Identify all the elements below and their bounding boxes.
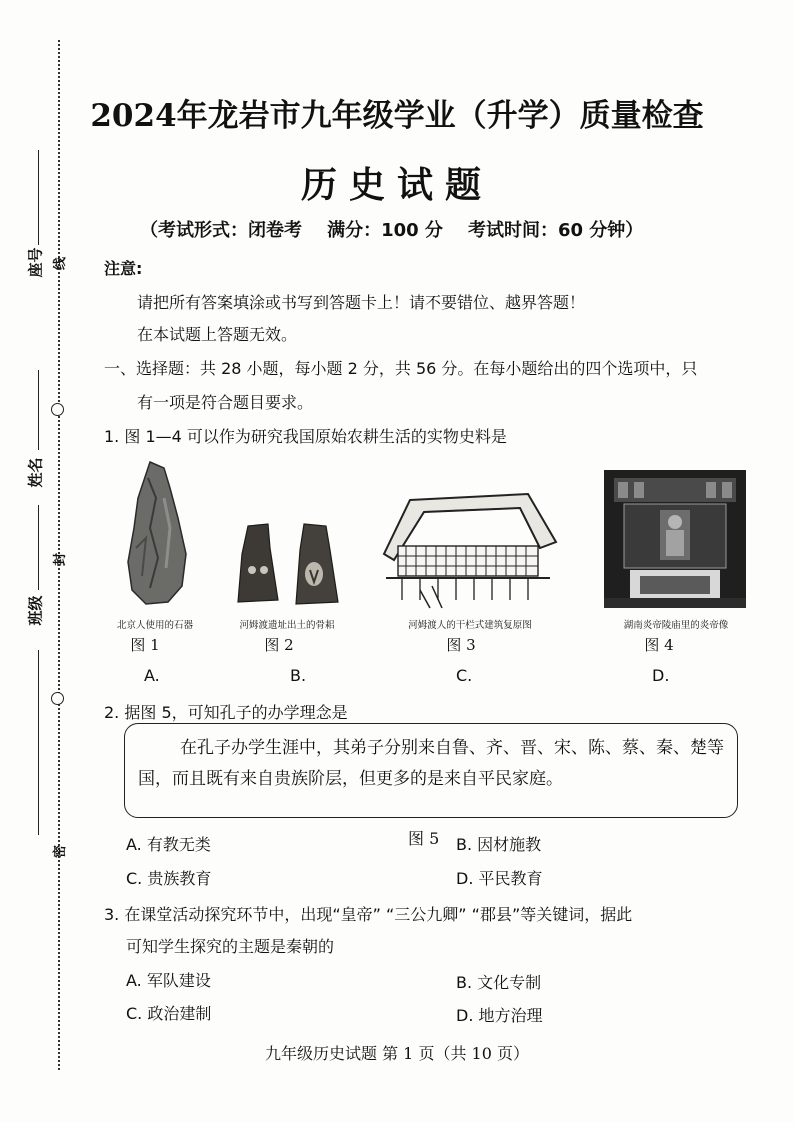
q1-option-a[interactable]: A. <box>144 666 160 685</box>
fig4-label: 图 4 <box>644 636 674 654</box>
fig1-label: 图 1 <box>130 636 160 654</box>
fig4-caption: 湖南炎帝陵庙里的炎帝像 <box>623 620 729 631</box>
binding-circle-top <box>51 403 64 416</box>
q2-quote-text: 在孔子办学生涯中，其弟子分别来自鲁、齐、晋、宋、陈、蔡、秦、楚等国，而且既有来自贵族阶层，但更多的是来自平民家庭。 <box>138 738 724 789</box>
stilt-house-image <box>380 490 558 610</box>
q3-option-d[interactable]: D. 地方治理 <box>456 1006 543 1025</box>
binding-circle-bottom <box>51 692 64 705</box>
exam-title: 2024年龙岩市九年级学业（升学）质量检查 <box>90 98 704 134</box>
q3-option-b[interactable]: B. 文化专制 <box>456 973 542 992</box>
class-blank-line <box>38 505 39 590</box>
fig2-label: 图 2 <box>264 636 294 654</box>
page-footer: 九年级历史试题 第 1 页（共 10 页） <box>265 1044 529 1063</box>
exam-info: （考试形式：闭卷考 满分：100 分 考试时间：60 分钟） <box>140 220 644 241</box>
fig1-caption: 北京人使用的石器 <box>116 620 193 631</box>
q1-option-b[interactable]: B. <box>290 666 307 685</box>
fig3-label: 图 3 <box>446 636 476 654</box>
q3-option-a[interactable]: A. 军队建设 <box>126 971 211 990</box>
seal-word-secret: 密 <box>53 844 69 859</box>
extra-blank-line <box>38 650 39 835</box>
q2-option-a[interactable]: A. 有教无类 <box>126 835 211 854</box>
section-heading-2: 有一项是符合题目要求。 <box>137 393 314 412</box>
bone-spade-image <box>234 518 344 608</box>
fig2-caption: 河姆渡遗址出土的骨耜 <box>239 620 335 631</box>
name-label: 姓名 <box>26 457 45 488</box>
q2-stem: 2. 据图 5，可知孔子的办学理念是 <box>104 703 348 722</box>
q2-figure-label: 图 5 <box>408 829 440 848</box>
q2-option-c[interactable]: C. 贵族教育 <box>126 869 212 888</box>
q1-option-d[interactable]: D. <box>652 666 670 685</box>
q3-stem-line-2: 可知学生探究的主题是秦朝的 <box>126 937 335 956</box>
q2-option-d[interactable]: D. 平民教育 <box>456 869 543 888</box>
q1-option-c[interactable]: C. <box>456 666 473 685</box>
seal-word-line: 线 <box>53 256 69 271</box>
notice-label: 注意: <box>104 259 143 278</box>
notice-line-1: 请把所有答案填涂或书写到答题卡上！请不要错位、越界答题！ <box>137 293 586 312</box>
seat-label: 座号 <box>26 247 45 278</box>
section-heading-1: 一、选择题：共 28 小题，每小题 2 分，共 56 分。在每小题给出的四个选项中，只 <box>104 359 698 378</box>
q1-stem: 1. 图 1—4 可以作为研究我国原始农耕生活的实物史料是 <box>104 427 507 446</box>
q3-stem-line-1: 3. 在课堂活动探究环节中，出现“皇帝” “三公九卿” “郡县”等关键词，据此 <box>104 905 633 924</box>
fig3-caption: 河姆渡人的干栏式建筑复原图 <box>408 620 532 631</box>
exam-subtitle: 历史试题 <box>300 164 493 206</box>
yan-emperor-statue-image <box>604 470 746 608</box>
seal-word-seal: 封 <box>53 552 69 567</box>
stone-tool-image <box>120 458 192 606</box>
q2-option-b[interactable]: B. 因材施教 <box>456 835 542 854</box>
notice-line-2: 在本试题上答题无效。 <box>137 325 298 344</box>
q3-option-c[interactable]: C. 政治建制 <box>126 1004 212 1023</box>
class-label: 班级 <box>26 595 45 626</box>
name-blank-line <box>38 370 39 450</box>
